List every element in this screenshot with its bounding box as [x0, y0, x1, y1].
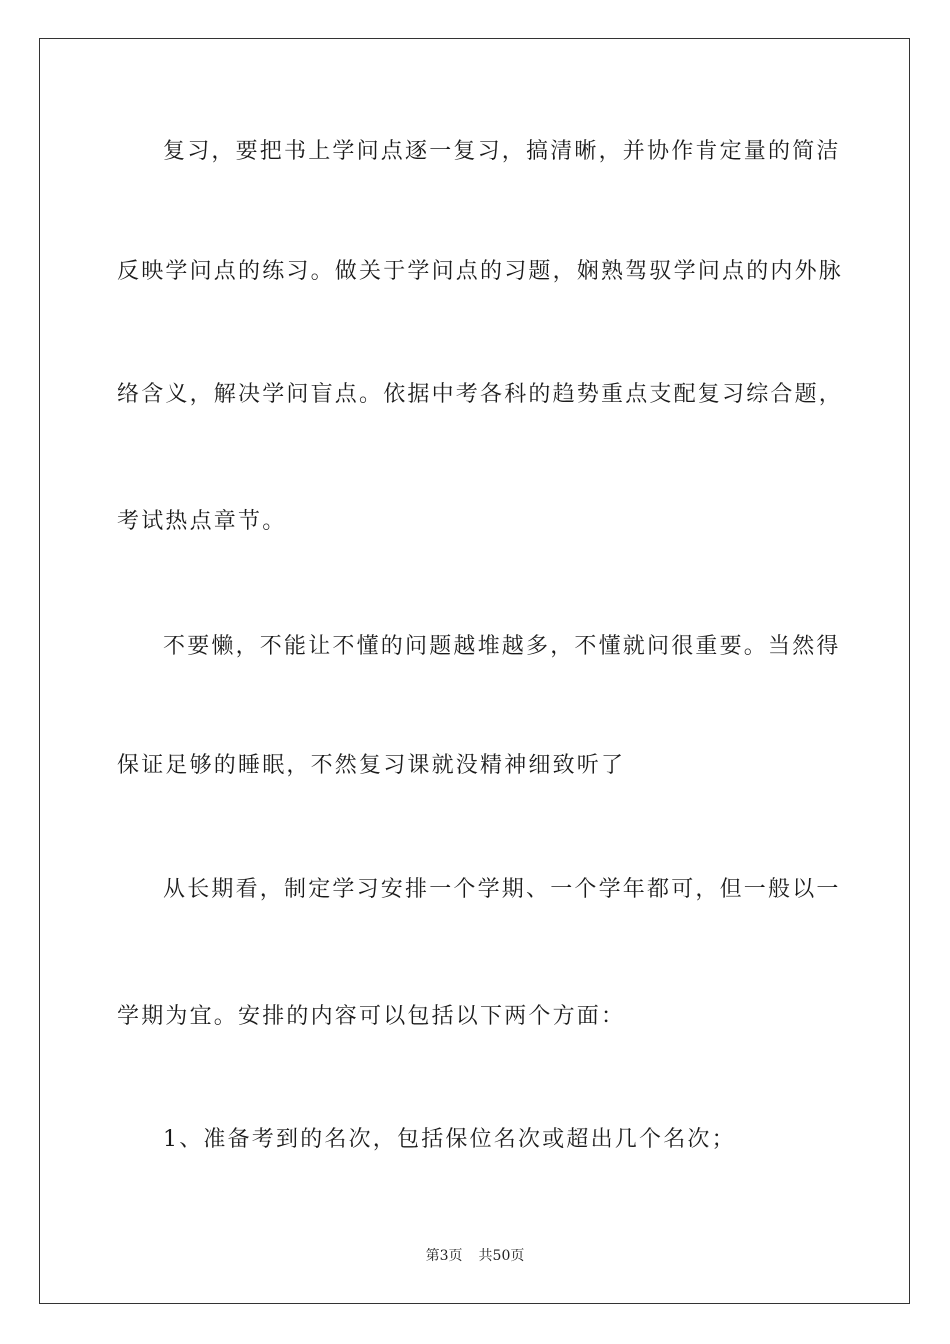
page-border	[39, 38, 910, 1304]
paragraph-1-line-1: 复习，要把书上学问点逐一复习，搞清晰，并协作肯定量的简洁	[163, 139, 841, 164]
paragraph-4-line-1: 1、准备考到的名次，包括保位名次或超出几个名次；	[163, 1127, 736, 1152]
paragraph-3-line-1: 从长期看，制定学习安排一个学期、一个学年都可，但一般以一	[163, 877, 841, 902]
paragraph-2-line-2: 保证足够的睡眠，不然复习课就没精神细致听了	[117, 753, 626, 778]
paragraph-1-line-3: 络含义，解决学问盲点。依据中考各科的趋势重点支配复习综合题，	[117, 382, 844, 407]
paragraph-1-line-2: 反映学问点的练习。做关于学问点的习题，娴熟驾驭学问点的内外脉	[117, 259, 844, 284]
page-total: 共50页	[478, 1248, 525, 1264]
paragraph-3-line-2: 学期为宜。安排的内容可以包括以下两个方面：	[117, 1004, 626, 1029]
paragraph-2-line-1: 不要懒，不能让不懂的问题越堆越多，不懂就问很重要。当然得	[163, 634, 841, 659]
paragraph-1-line-4: 考试热点章节。	[117, 509, 287, 534]
page-footer	[0, 1247, 950, 1265]
page-number: 第3页	[425, 1248, 463, 1264]
